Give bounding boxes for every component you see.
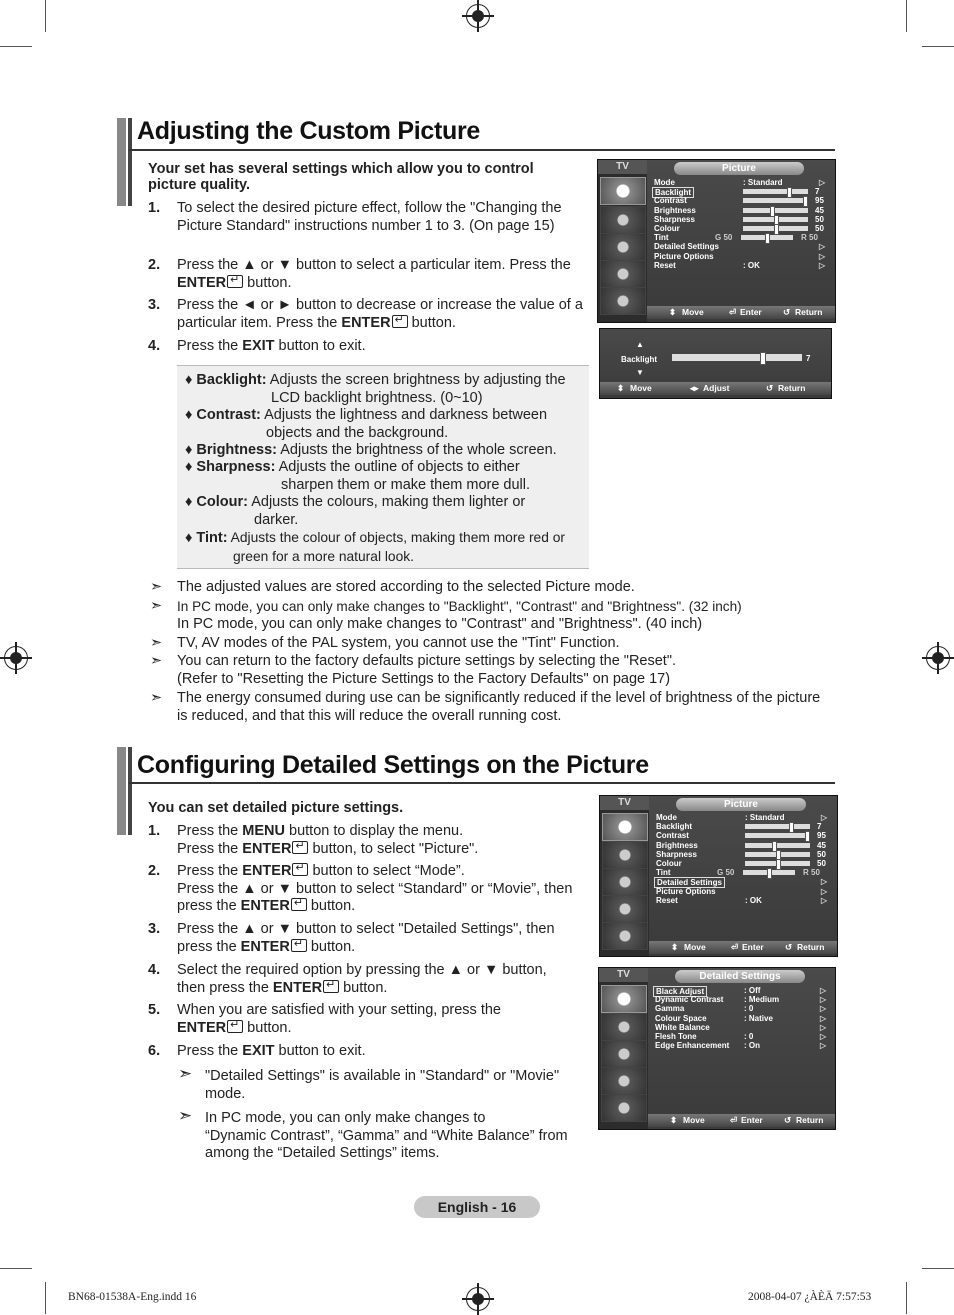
submenu-arrow-icon: ▷ — [821, 813, 828, 822]
menu-row-label: Dynamic Contrast — [655, 995, 724, 1005]
channel-icon — [602, 868, 648, 896]
menu-row[interactable] — [649, 252, 829, 261]
tv-detailed-settings-menu: TV Detailed Settings Black Adjust : Off ▷ Dynamic Contrast : Medium ▷ Gamma : 0 ▷ Colour Space : Native ▷ White Balance ▷ Flesh Tone : 0 ▷ Edge Enhancement : On ▷ ⬍ Move ⏎ Enter ↺ Return — [598, 967, 836, 1130]
value-slider — [745, 852, 810, 857]
tint-red-value: R 50 — [801, 233, 818, 243]
s2-step-1: 1. Press the MENU button to display the menu. Press the ENTER↵ button, to select "Picture". — [148, 823, 588, 858]
enter-icon: ⏎ — [729, 307, 737, 317]
submenu-arrow-icon: ▷ — [820, 995, 827, 1005]
enter-icon — [227, 275, 243, 288]
menu-row-label: Brightness — [656, 840, 698, 850]
page-number-badge: English - 16 — [414, 1196, 540, 1218]
picture-icon — [601, 985, 647, 1013]
bullet-backlight: ♦ Backlight: Adjusts the screen brightness by adjusting the LCD backlight brightness. (0~10) — [185, 372, 566, 406]
menu-row[interactable] — [649, 196, 829, 205]
value-slider — [743, 208, 808, 213]
enter-icon — [227, 1020, 243, 1033]
menu-row[interactable] — [651, 831, 831, 840]
menu-row-label: Flesh Tone — [655, 1032, 697, 1041]
return-icon: ↺ — [785, 942, 793, 952]
menu-row-value: 7 — [817, 822, 822, 832]
menu-row-value: 50 — [817, 849, 826, 859]
menu-row-value: 7 — [815, 187, 820, 197]
channel-icon — [600, 233, 646, 261]
picture-icon — [602, 813, 648, 841]
backlight-slider[interactable] — [672, 354, 802, 361]
enter-icon — [323, 980, 339, 993]
menu-row-label: Reset — [656, 895, 678, 905]
tint-green-value: G 50 — [717, 868, 735, 878]
enter-icon — [292, 863, 308, 876]
enter-icon — [291, 939, 307, 952]
registration-mark-bottom-icon — [466, 1287, 490, 1311]
value-slider — [745, 861, 810, 866]
section2-rule — [129, 782, 835, 784]
tv-picture-menu-1: TV Picture Mode : Standard ▷ Backlight 7 Contrast 95 Brightness 45 Sharpness 50 Colour 50 Tint G 50 R 50 Detailed Settings ▷ Picture Options ▷ Reset : OK ▷ ⬍ Move ⏎ Enter ↺ Return — [597, 159, 836, 323]
s2-step-2: 2. Press the ENTER↵ button to select “Mode”. Press the ▲ or ▼ button to select “Standard” or “Movie”, then press the ENTER↵ button. — [148, 863, 588, 916]
menu-row-label: Picture Options — [654, 251, 714, 261]
value-slider — [743, 189, 808, 194]
footer-timestamp: 2008-04-07 ¿ÀÈÄ 7:57:53 — [748, 1291, 872, 1303]
move-icon: ⬍ — [669, 307, 677, 317]
s1-note-4: ➣ You can return to the factory defaults picture settings by selecting the "Reset". (Refer to "Resetting the Picture Settings to the Factory Defaults" on page 17) — [150, 653, 677, 687]
menu-row-label: Backlight — [652, 187, 694, 198]
menu-row[interactable] — [649, 187, 829, 196]
menu-row-value: 50 — [815, 214, 824, 224]
registration-mark-top-icon — [466, 4, 490, 28]
menu-row-label: Detailed Settings — [654, 242, 719, 252]
return-icon: ↺ — [784, 1115, 792, 1125]
s1-step-4: 4. Press the EXIT button to exit. — [148, 338, 366, 354]
sound-icon — [600, 206, 646, 234]
tint-slider — [743, 870, 795, 875]
menu-row-value: : 0 — [744, 1004, 754, 1014]
return-icon: ↺ — [766, 383, 774, 393]
menu-row-value: 45 — [815, 205, 824, 215]
tv-picture-menu-2: TV Picture Mode : Standard ▷ Backlight 7 Contrast 95 Brightness 45 Sharpness 50 Colour 50 Tint G 50 R 50 Detailed Settings ▷ Picture Options ▷ Reset : OK ▷ ⬍ Move ⏎ Enter ↺ Return — [599, 795, 838, 957]
bullet-sharpness: ♦ Sharpness: Adjusts the outline of objects to either sharpen them or make them more dull. — [185, 459, 531, 493]
setup-icon — [600, 260, 646, 288]
menu-row-label: Mode — [656, 813, 677, 822]
menu-row[interactable] — [651, 859, 831, 868]
value-slider — [745, 843, 810, 848]
menu-row-label: Picture Options — [656, 886, 716, 896]
menu-row-label: Detailed Settings — [654, 877, 725, 888]
menu-row-value: : Off — [744, 986, 761, 995]
menu-row-value: 45 — [817, 840, 826, 850]
menu-row-label: Sharpness — [654, 214, 695, 224]
menu-row-label: Edge Enhancement — [655, 1041, 730, 1051]
tint-red-value: R 50 — [803, 868, 820, 878]
menu-row[interactable] — [649, 206, 829, 215]
menu-row[interactable] — [650, 1014, 830, 1023]
menu-row-label: Colour — [656, 859, 682, 868]
section2-title: Configuring Detailed Settings on the Picture — [137, 751, 649, 779]
menu-row-label: Sharpness — [656, 849, 697, 859]
menu-row[interactable] — [650, 995, 830, 1004]
registration-mark-left-icon — [4, 646, 28, 670]
menu-row[interactable] — [649, 242, 829, 251]
section-bar — [128, 118, 132, 206]
section2-intro: You can set detailed picture settings. — [148, 800, 404, 816]
menu-row[interactable] — [650, 1023, 830, 1032]
menu-row-label: Colour — [654, 224, 680, 233]
menu-row-value: 50 — [815, 224, 824, 233]
menu-row-value: : Standard — [745, 813, 785, 822]
menu-row-value: : OK — [743, 260, 760, 270]
sound-icon — [602, 841, 648, 869]
menu-row[interactable] — [651, 813, 831, 822]
menu-row[interactable] — [649, 261, 829, 270]
value-slider — [745, 824, 810, 829]
value-slider — [745, 833, 810, 838]
menu-row[interactable] — [651, 850, 831, 859]
menu-row-value: : On — [744, 1041, 760, 1051]
menu-row[interactable] — [651, 877, 831, 886]
bullet-contrast: ♦ Contrast: Adjusts the lightness and darkness between objects and the background. — [185, 407, 548, 441]
menu-row[interactable] — [649, 233, 829, 242]
value-slider — [743, 226, 808, 231]
menu-row[interactable] — [650, 1041, 830, 1050]
menu-row-label: Tint — [654, 233, 669, 243]
enter-icon: ⏎ — [731, 942, 739, 952]
section1-rule — [129, 149, 835, 151]
menu-row-value: 95 — [815, 196, 824, 206]
menu-row-value: : 0 — [744, 1032, 754, 1041]
submenu-arrow-icon: ▷ — [820, 1022, 827, 1032]
menu-row-label: Brightness — [654, 205, 696, 215]
submenu-arrow-icon: ▷ — [819, 251, 826, 261]
menu-row-label: Colour Space — [655, 1013, 707, 1023]
sound-icon — [601, 1013, 647, 1041]
input-icon — [602, 922, 648, 950]
menu-row[interactable] — [649, 224, 829, 233]
submenu-arrow-icon: ▷ — [820, 1004, 827, 1014]
menu-row[interactable] — [649, 178, 829, 187]
menu-row-label: Tint — [656, 868, 671, 878]
submenu-arrow-icon: ▷ — [820, 1032, 827, 1041]
s2-note-1: ➣ "Detailed Settings" is available in "Standard" or "Movie" mode. — [178, 1064, 560, 1102]
move-icon: ⬍ — [670, 1115, 678, 1125]
menu-row[interactable] — [651, 841, 831, 850]
enter-icon — [292, 841, 308, 854]
menu-row-label: Contrast — [654, 196, 687, 206]
submenu-arrow-icon: ▷ — [819, 260, 826, 270]
menu-row-label: Gamma — [655, 1004, 685, 1014]
menu-row-value: : Standard — [743, 178, 783, 187]
s2-step-3: 3. Press the ▲ or ▼ button to select "Detailed Settings", then press the ENTER↵ button. — [148, 921, 588, 956]
s1-step-3: 3. Press the ◄ or ► button to decrease or increase the value of a particular item. Press the ENTER↵ button. — [148, 297, 588, 332]
footer-file-name: BN68-01538A-Eng.indd 16 — [68, 1291, 197, 1303]
bullet-brightness: ♦ Brightness: Adjusts the brightness of the whole screen. — [185, 442, 557, 458]
menu-row-value: 95 — [817, 831, 826, 841]
menu-row-label: Backlight — [656, 822, 693, 832]
bullet-colour: ♦ Colour: Adjusts the colours, making them lighter or darker. — [185, 494, 526, 528]
menu-row-value: : OK — [745, 895, 762, 905]
submenu-arrow-icon: ▷ — [819, 178, 826, 187]
section1-title: Adjusting the Custom Picture — [137, 117, 481, 145]
section-bar — [117, 747, 126, 835]
section-bar — [117, 118, 126, 206]
tv-backlight-slider: ▲ Backlight ▼ 7 ⬍ Move ◂▸ Adjust ↺ Return — [599, 328, 832, 399]
s1-step-2: 2. Press the ▲ or ▼ button to select a particular item. Press the ENTER↵ button. — [148, 257, 588, 292]
menu-row-value: : Medium — [744, 995, 780, 1005]
value-slider — [743, 217, 808, 222]
menu-row-label: Reset — [654, 260, 676, 270]
up-arrow-icon: ▲ — [636, 340, 644, 349]
s2-note-2: ➣ In PC mode, you can only make changes to “Dynamic Contrast”, “Gamma” and “White Balance” from among the “Detailed Settings” items. — [178, 1106, 568, 1161]
submenu-arrow-icon: ▷ — [821, 895, 828, 905]
s2-step-4: 4. Select the required option by pressing the ▲ or ▼ button, then press the ENTER↵ button. — [148, 962, 588, 997]
s2-step-6: 6. Press the EXIT button to exit. — [148, 1043, 366, 1059]
down-arrow-icon: ▼ — [636, 368, 644, 377]
s1-note-3: ➣ TV, AV modes of the PAL system, you cannot use the "Tint" Function. — [150, 635, 620, 651]
adjust-icon: ◂▸ — [690, 383, 699, 393]
menu-row[interactable] — [651, 868, 831, 877]
value-slider — [743, 198, 808, 203]
menu-row[interactable] — [650, 1004, 830, 1013]
move-icon: ⬍ — [617, 383, 625, 393]
menu-row[interactable] — [651, 887, 831, 896]
menu-row-label: Mode — [654, 178, 675, 187]
picture-icon — [600, 177, 646, 205]
s2-step-5: 5. When you are satisfied with your setting, press the ENTER↵ button. — [148, 1002, 588, 1037]
s1-note-5: ➣ The energy consumed during use can be significantly reduced if the level of brightness of the picture is reduced, and that this will reduce the overall running cost. — [150, 690, 821, 724]
s1-step-1: 1. To select the desired picture effect, follow the "Changing the Picture Standard" instructions number 1 to 3. (On page 15) — [148, 200, 562, 234]
tint-green-value: G 50 — [715, 233, 733, 243]
section1-intro: Your set has several settings which allow you to control picture quality. — [148, 161, 534, 193]
move-icon: ⬍ — [671, 942, 679, 952]
s1-note-1: ➣ The adjusted values are stored according to the selected Picture mode. — [150, 579, 635, 595]
input-icon — [601, 1094, 647, 1122]
s1-note-2: ➣ In PC mode, you can only make changes to "Backlight", "Contrast" and "Brightness". (32 inch) In PC mode, you can only make changes to "Contrast" and "Brightness". (40 inch) — [150, 598, 742, 632]
tint-slider — [741, 235, 793, 240]
submenu-arrow-icon: ▷ — [820, 1013, 827, 1023]
setup-icon — [601, 1067, 647, 1095]
section-bar — [128, 747, 132, 835]
enter-icon: ⏎ — [730, 1115, 738, 1125]
menu-row-label: White Balance — [655, 1022, 710, 1032]
return-icon: ↺ — [783, 307, 791, 317]
menu-row-value: : Native — [744, 1013, 773, 1023]
menu-row-label: Black Adjust — [653, 986, 707, 997]
submenu-arrow-icon: ▷ — [820, 986, 827, 995]
input-icon — [600, 287, 646, 315]
submenu-arrow-icon: ▷ — [820, 1041, 827, 1051]
channel-icon — [601, 1040, 647, 1068]
submenu-arrow-icon: ▷ — [821, 877, 828, 887]
menu-row-label: Contrast — [656, 831, 689, 841]
menu-row[interactable] — [651, 822, 831, 831]
menu-row[interactable] — [651, 896, 831, 905]
enter-icon — [291, 898, 307, 911]
menu-row[interactable] — [650, 986, 830, 995]
menu-row-value: 50 — [817, 859, 826, 868]
submenu-arrow-icon: ▷ — [821, 886, 828, 896]
menu-row[interactable] — [650, 1032, 830, 1041]
setup-icon — [602, 895, 648, 923]
enter-icon — [392, 315, 408, 328]
menu-row[interactable] — [649, 215, 829, 224]
bullet-tint: ♦ Tint: Adjusts the colour of objects, making them more red or green for a more natural look. — [185, 530, 566, 564]
registration-mark-right-icon — [926, 646, 950, 670]
submenu-arrow-icon: ▷ — [819, 242, 826, 252]
